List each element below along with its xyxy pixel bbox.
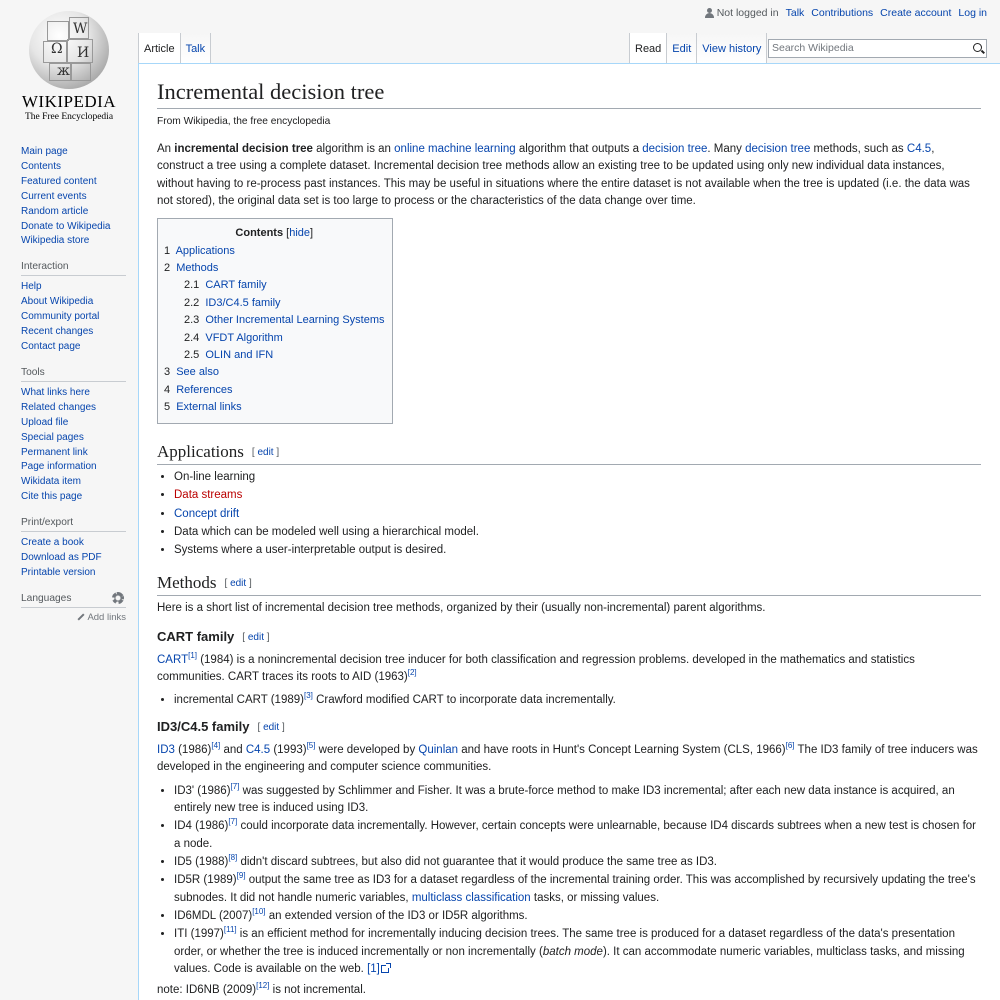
ref-link[interactable]: [8] [228,853,238,863]
sidebar-item-related-changes[interactable]: Related changes [21,401,97,413]
toc-item[interactable]: 2.4 VFDT Algorithm [184,331,283,344]
toc-item[interactable]: 2.3 Other Incremental Learning Systems [184,314,385,327]
id3-note: note: ID6NB (2009)[12] is not incremental. [157,981,366,997]
ref-link[interactable]: [3] [303,691,313,701]
edit-section-link[interactable]: edit [263,722,280,734]
talk-link[interactable]: Talk [785,7,805,19]
id3-paragraph: ID3 (1986)[4] and C4.5 (1993)[5] were developed by Quinlan and have roots in Hunt's Concept Learning System (CLS, 1966)[6] The ID3 family of tree inducers was developed in the engineering and computer science communities. [157,741,978,774]
link-quinlan[interactable]: Quinlan [418,744,459,757]
list-item [174,506,981,523]
table-of-contents [157,218,393,423]
ref-link[interactable]: [12] [256,981,270,991]
external-link-icon [381,965,389,973]
sidebar [21,145,126,623]
view-tabs [629,33,767,63]
sidebar-item-download-pdf[interactable]: Download as PDF [21,552,102,564]
ref-link[interactable]: [9] [236,871,246,881]
tab-article[interactable]: Article [138,33,180,63]
cart-paragraph: CART[1] (1984) is a nonincremental decision tree inducer for both classification and regression problems. developed in the mathematics and statistics communities. CART traces its roots to AID (1963)[2] [157,650,915,683]
tab-talk[interactable]: Talk [180,33,212,63]
sidebar-item-help[interactable]: Help [21,281,42,293]
list-item: • Systems where a user-interpretable output is desired. [174,542,981,559]
tools-portal [21,386,126,505]
toc-item[interactable]: 1 Applications [164,244,235,257]
list-item: • ID3' (1986)[7] was suggested by Schlimmer and Fisher. It was a brute-force method to make ID3 incremental; after each new data instance is acquired, an entirely new tree is induced using ID3. [174,783,981,818]
ref-link[interactable]: [7] [230,781,240,791]
link-id3[interactable]: ID3 [157,744,175,757]
list-item [174,487,981,504]
list-item: • ITI (1997)[11] is an efficient method for incrementally inducing decision trees. The same tree is produced for a dataset regardless of the data's presentation order, or whether the tree is induced incrementally or non incrementally (batch mode). It can accommodate numeric variables, multiclass tasks, and missing values. Code is available on the web. [1] [174,926,981,978]
toc-item[interactable]: 3 See also [164,366,219,379]
link-concept-drift[interactable]: Concept drift [174,507,240,520]
toc-item[interactable]: 2.1 CART family [184,279,267,292]
link-multiclass-classification[interactable]: multiclass classification [411,891,531,904]
list-item: • Data which can be modeled well using a hierarchical model. [174,524,981,541]
logo-wordmark: WIKIPEDIA [21,92,117,111]
ref-link[interactable]: [11] [223,925,237,935]
heading-cart-family: CART family [ edit ] [157,629,270,644]
print-portal [21,536,126,581]
link-c45[interactable]: C4.5 [906,143,932,155]
pencil-icon [78,614,85,621]
sidebar-item-printable-version[interactable]: Printable version [21,566,96,578]
sidebar-item-what-links-here[interactable]: What links here [21,386,90,398]
sidebar-item-wikidata-item[interactable]: Wikidata item [21,476,82,488]
sidebar-item-store[interactable]: Wikipedia store [21,235,90,247]
sidebar-item-community-portal[interactable]: Community portal [21,311,100,323]
interaction-portal [21,280,126,355]
sidebar-item-permanent-link[interactable]: Permanent link [21,446,88,458]
link-online-machine-learning[interactable]: online machine learning [394,143,516,155]
list-item: • incremental CART (1989)[3] Crawford modified CART to incorporate data incrementally. [174,692,981,709]
language-settings-gear-icon[interactable] [112,592,124,604]
page-title: Incremental decision tree [157,78,981,109]
article-content [138,63,1000,1000]
logo-tagline: The Free Encyclopedia [24,112,114,122]
sidebar-item-current-events[interactable]: Current events [21,190,87,202]
ref-link[interactable]: [1] [188,650,198,660]
languages-heading: Languages [21,593,126,608]
id3-list [174,783,981,979]
link-c45-2[interactable]: C4.5 [245,744,271,757]
edit-section-link[interactable]: edit [247,631,264,643]
list-item: • ID5 (1988)[8] didn't discard subtrees, but also did not guarantee that it would produce the same tree as ID3. [174,854,981,871]
puzzle-globe-icon: Ω W И ж [29,11,109,89]
user-icon [705,8,714,18]
external-link[interactable]: [1] [367,963,380,976]
toc-item[interactable]: 4 References [164,383,233,396]
link-decision-tree-2[interactable]: decision tree [745,143,811,155]
wikipedia-logo[interactable] [12,8,126,123]
list-item: • ID6MDL (2007)[10] an extended version of the ID3 or ID5R algorithms. [174,908,981,925]
tab-read[interactable]: Read [629,33,666,63]
edit-section-link[interactable]: edit [230,577,247,589]
sidebar-item-random-article[interactable]: Random article [21,205,89,217]
contributions-link[interactable]: Contributions [811,7,874,19]
heading-id3-family: ID3/C4.5 family [ edit ] [157,719,285,735]
log-in-link[interactable]: Log in [958,7,987,19]
personal-tools [705,7,987,19]
search-input[interactable] [772,42,966,54]
print-export-heading: Print/export [21,517,126,532]
site-subtitle: From Wikipedia, the free encyclopedia [157,116,331,127]
tab-edit[interactable]: Edit [666,33,696,63]
sidebar-item-recent-changes[interactable]: Recent changes [21,326,94,338]
sidebar-item-about[interactable]: About Wikipedia [21,296,94,308]
list-item: • ID4 (1986)[7] could incorporate data incrementally. However, certain concepts were unlearnable, because ID4 discards subtrees when a new test is chosen for a node. [174,818,981,853]
sidebar-item-special-pages[interactable]: Special pages [21,431,84,443]
list-item: • On-line learning [174,469,981,486]
heading-applications: Applications [ edit ] [157,441,981,465]
sidebar-item-upload-file[interactable]: Upload file [21,416,69,428]
not-logged-in: Not logged in [705,7,779,19]
methods-intro: Here is a short list of incremental decision tree methods, organized by their (usually non-incremental) parent algorithms. [157,601,766,614]
link-cart[interactable]: CART [157,653,189,666]
sidebar-item-featured-content[interactable]: Featured content [21,175,97,187]
sidebar-item-contact[interactable]: Contact page [21,340,81,352]
toc-item[interactable]: 2.5 OLIN and IFN [184,349,274,362]
ref-link[interactable]: [7] [228,817,238,827]
sidebar-item-main-page[interactable]: Main page [21,146,68,157]
toc-item[interactable]: 5 External links [164,401,242,414]
add-links[interactable]: Add links [21,612,126,623]
sidebar-item-cite-this-page[interactable]: Cite this page [21,491,83,503]
tab-view-history[interactable]: View history [696,33,767,63]
navigation-portal [21,145,126,249]
namespace-tabs [138,33,211,63]
toc-title: Contents [hide] [235,227,314,240]
interaction-heading: Interaction [21,261,126,276]
ref-link[interactable]: [4] [211,741,221,751]
ref-link[interactable]: [2] [407,668,417,678]
edit-section-link[interactable]: edit [257,446,274,458]
cart-list [174,692,981,709]
search-icon[interactable] [973,43,982,52]
toc-hide-toggle[interactable]: hide [289,227,311,240]
toc-item[interactable]: 2.2 ID3/C4.5 family [184,296,281,309]
tools-heading: Tools [21,367,126,382]
heading-methods: Methods [ edit ] [157,572,981,596]
intro-paragraph: An incremental decision tree algorithm is an online machine learning algorithm that outputs a decision tree. Many decision tree methods, such as C4.5, construct a tree using a complete dataset. Incremental decision tree methods allow an existing tree to be updated using only new individual data instances, without having to re-process past instances. This may be useful in situations where the entire dataset is not available when the tree is updated (i.e. the data was not stored), the original data set is too large to process or the characteristics of the data change over time. [157,143,970,207]
ref-link[interactable]: [5] [306,741,316,751]
link-decision-tree[interactable]: decision tree [642,143,708,155]
ref-link[interactable]: [10] [252,907,266,917]
sidebar-item-create-book[interactable]: Create a book [21,537,84,549]
search-box [768,39,987,58]
link-data-streams[interactable]: Data streams [174,489,243,502]
sidebar-item-donate[interactable]: Donate to Wikipedia [21,220,111,232]
list-item: • ID5R (1989)[9] output the same tree as ID3 for a dataset regardless of the incremental training order. This was accomplished by recursively updating the tree's subnodes. It did not handle numeric variables, multiclass classification tasks, or missing values. [174,872,981,907]
sidebar-item-contents[interactable]: Contents [21,160,62,172]
toc-item[interactable]: 2 Methods [164,262,219,274]
create-account-link[interactable]: Create account [880,7,952,19]
ref-link[interactable]: [6] [785,741,795,751]
applications-list [174,469,981,560]
sidebar-item-page-information[interactable]: Page information [21,461,97,473]
